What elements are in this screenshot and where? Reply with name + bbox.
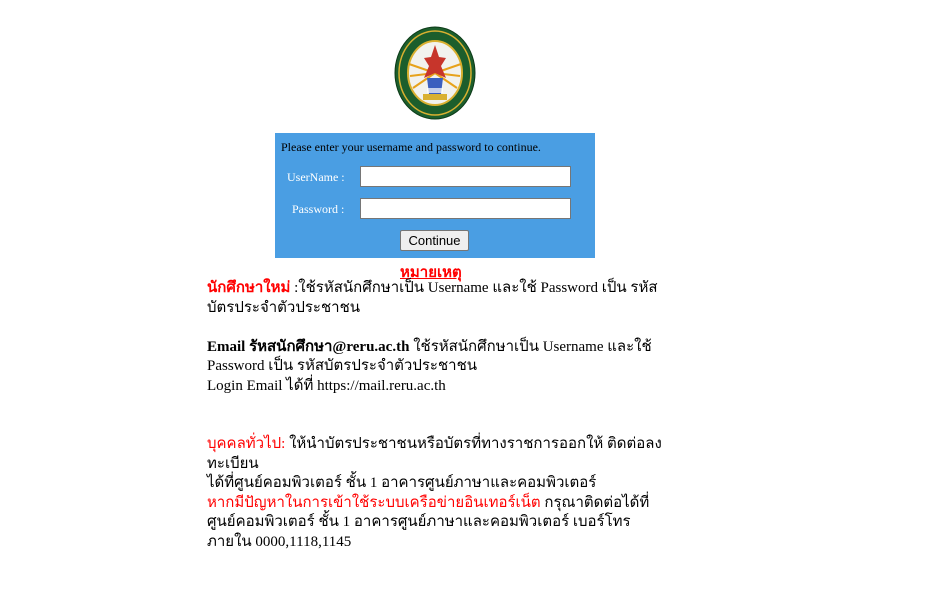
username-input[interactable]: [360, 166, 571, 187]
notes-title: หมายเหตุ: [400, 265, 462, 281]
continue-button[interactable]: Continue: [400, 230, 469, 251]
new-student-note: [207, 279, 667, 318]
email-note: [207, 338, 667, 377]
email-format: Email รัหสนักศึกษา@reru.ac.th: [207, 338, 410, 355]
university-logo: [394, 26, 476, 120]
notes-section: [207, 279, 667, 552]
login-email-line: Login Email ได้ที่ https://mail.reru.ac.th: [207, 377, 446, 394]
password-input[interactable]: [360, 198, 571, 219]
problem-text: กรุณาติดต่อได้ที่ศูนย์คอมพิวเตอร์ ชั้น 1 อาคารศูนย์ภาษาและคอมพิวเตอร์ เบอร์โทรภายใน 0000,1118,1145: [207, 494, 650, 550]
general-location: ได้ที่ศูนย์คอมพิวเตอร์ ชั้น 1 อาคารศูนย์ภาษาและคอมพิวเตอร์: [207, 475, 597, 491]
general-text: ให้นำบัตรประชาชนหรือบัตรที่ทางราชการออกให้ ติดต่อลงทะเบียน: [207, 436, 662, 472]
new-student-text: :ใช้รหัสนักศึกษาเป็น Username และใช้ Password เป็น รหัสบัตรประจำตัวประชาชน: [207, 280, 658, 316]
password-label: Password :: [292, 202, 345, 216]
general-label: บุคคลทั่วไป:: [207, 436, 286, 452]
login-prompt: Please enter your username and password to continue.: [281, 140, 541, 154]
login-form: [275, 133, 595, 258]
problem-note: [207, 494, 667, 553]
general-note: [207, 435, 667, 474]
problem-label: หากมีปัญหาในการเข้าใช้ระบบเครือข่ายอินเทอร์เน็ต: [207, 494, 541, 511]
username-label: UserName :: [287, 170, 345, 184]
new-student-label: นักศึกษาใหม่: [207, 280, 291, 296]
email-text: ใช้รหัสนักศึกษาเป็น Username และใช้ Password เป็น รหัสบัตรประจำตัวประชาชน: [207, 338, 652, 374]
